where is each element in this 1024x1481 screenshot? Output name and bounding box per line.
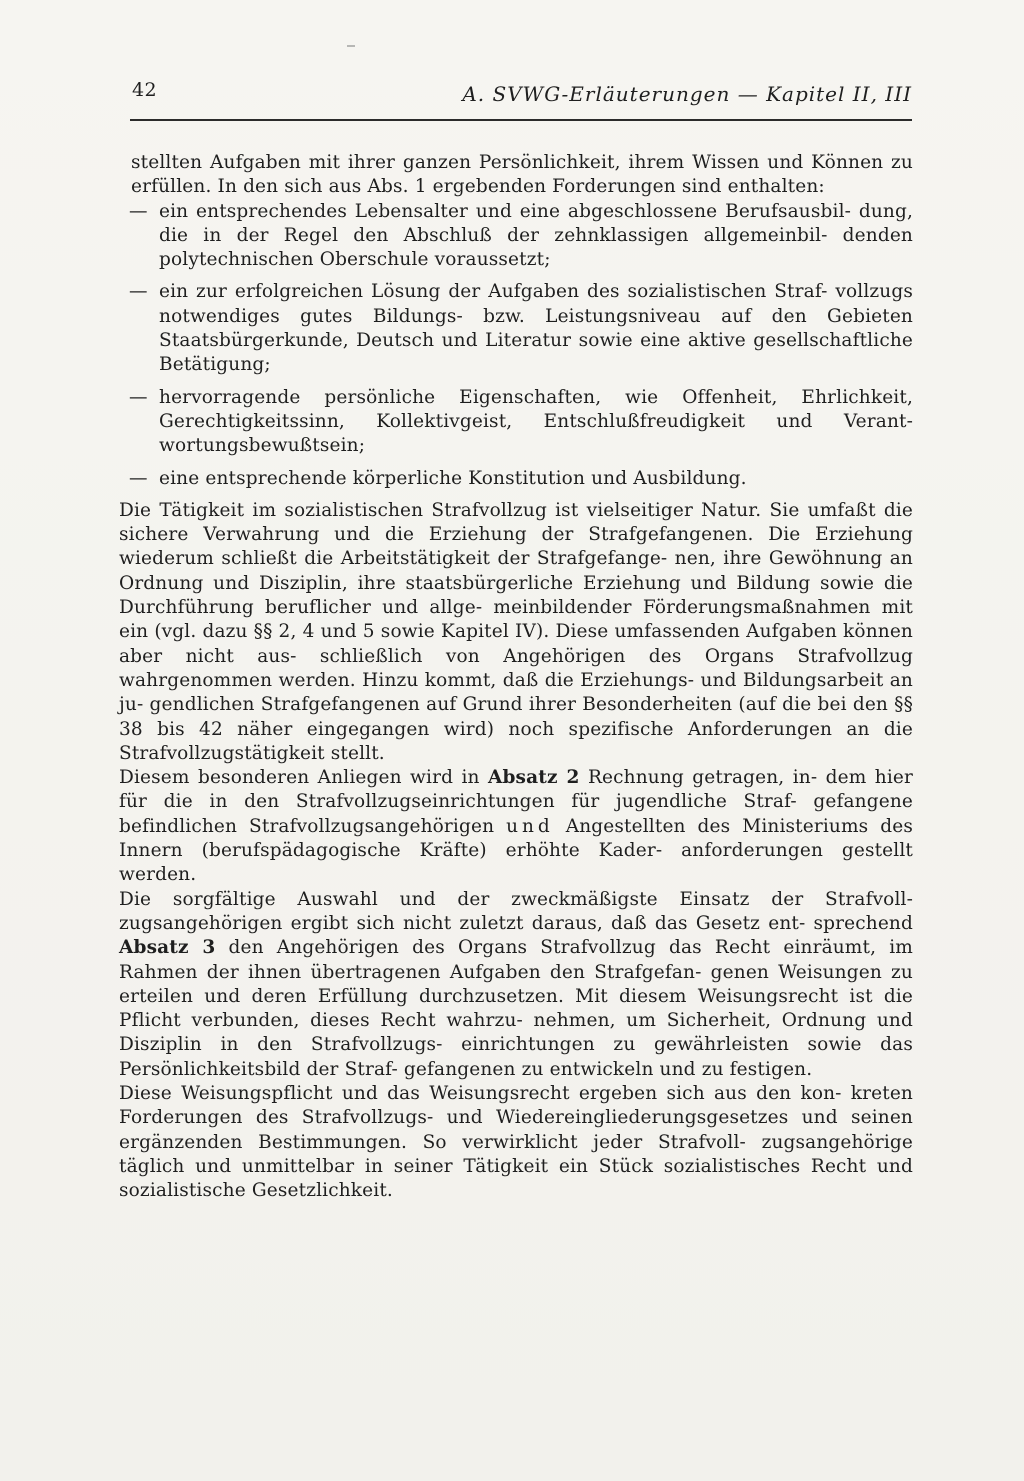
paragraph-2 [119,766,913,887]
scan-mark [347,45,355,47]
requirement-text: eine entsprechende körperliche Konstitution und Ausbildung. [159,467,747,489]
page-number: 42 [132,79,157,101]
paragraph-4: Diese Weisungspflicht und das Weisungsrecht ergeben sich aus den kon- kreten Forderungen des Strafvollzugs- und Wiedereingliederungsgesetzes und seinen ergänzenden Bestimmungen. So verwirklicht jeder Strafvoll- zugsangehörige täglich und unmittelbar in seiner Tätigkeit ein Stück sozialistisches Recht und sozialistische Gesetzlichkeit. [119,1082,913,1202]
paragraph-2-text: Diesem besonderen Anliegen wird in [119,767,488,789]
absatz-2-label: Absatz 2 [487,767,580,789]
paragraph-2-text: Angestellten des Ministeriums des Innern (berufspädagogische Kräfte) erhöhte Kader- anforderungen gestellt werden. [119,815,914,886]
absatz-3-label: Absatz 3 [119,937,216,959]
paragraph-3 [119,888,913,1082]
paragraph-1: Die Tätigkeit im sozialistischen Strafvollzug ist vielseitiger Natur. Sie umfaßt die sichere Verwahrung und die Erziehung der Strafgefangenen. Die Erziehung wiederum schließt die Arbeitstätigkeit der Strafgefange- nen, ihre Gewöhnung an Ordnung und Disziplin, ihre staatsbürgerliche Erziehung und Bildung sowie die Durchführung beruflicher und allge- meinbildender Förderungsmaßnahmen mit ein (vgl. dazu §§ 2, 4 und 5 sowie Kapitel IV). Diese umfassenden Aufgaben können aber nicht aus- schließlich von Angehörigen des Organs Strafvollzug wahrgenommen werden. Hinzu kommt, daß die Erziehungs- und Bildungsarbeit an ju- gendlichen Strafgefangenen auf Grund ihrer Besonderheiten (auf die bei den §§ 38 bis 42 näher eingegangen wird) noch spezifische Anforderungen an die Strafvollzugstätigkeit stellt. [119,499,913,764]
requirement-text: hervorragende persönliche Eigenschaften, wie Offenheit, Ehrlichkeit, Gerechtigkeitssinn, Kollektivgeist, Entschlußfreudigkeit und Verant- wortungsbewußtsein; [159,386,913,457]
requirement-text: ein entsprechendes Lebensalter und eine abgeschlossene Berufsausbil- dung, die in der Regel den Abschluß der zehnklassigen allgemeinbil- denden polytechnischen Oberschule voraussetzt; [159,200,913,271]
dash-bullet: — [129,467,148,489]
dash-bullet: — [129,386,148,408]
requirement-list-item [119,386,913,459]
intro-paragraph: stellten Aufgaben mit ihrer ganzen Persönlichkeit, ihrem Wissen und Können zu erfüllen. In den sich aus Abs. 1 ergebenden Forderungen sind enthalten: [131,152,913,198]
spaced-emphasis: und [506,815,554,837]
main-text [119,151,913,1203]
paragraph-3-text: den Angehörigen des Organs Strafvollzug das Recht einräumt, im Rahmen der ihnen übertragenen Aufgaben den Strafgefan- genen Weisungen zu erteilen und deren Erfüllung durchzusetzen. Mit diesem Weisungsrecht ist die Pflicht verbunden, dieses Recht wahrzu- nehmen, um Sicherheit, Ordnung und Disziplin in den Strafvollzugs- einrichtungen zu gewährleisten sowie das Persönlichkeitsbild der Straf- gefangenen zu entwickeln und zu festigen. [119,937,913,1080]
header-rule [130,119,912,121]
paragraph-3-text: Die sorgfältige Auswahl und der zweckmäßigste Einsatz der Strafvoll- zugsangehörigen ergibt sich nicht zuletzt daraus, daß das Gesetz ent- sprechend [119,888,913,934]
running-head: A. SVWG-Erläuterungen — Kapitel II, III [462,82,912,106]
requirement-list-item [119,200,913,273]
requirement-text: ein zur erfolgreichen Lösung der Aufgaben des sozialistischen Straf- vollzugs notwendiges gutes Bildungs- bzw. Leistungsniveau auf den Gebieten Staatsbürgerkunde, Deutsch und Literatur sowie eine aktive gesellschaftliche Betätigung; [159,281,913,376]
requirement-list-item [119,280,913,377]
dash-bullet: — [129,200,148,222]
requirement-list-item [119,467,913,491]
paragraph-2-text: Rechnung getragen, in- dem hier für die in den Strafvollzugseinrichtungen für jugendliche Straf- gefangene befindlichen Strafvollzugsangehörigen [119,767,913,837]
dash-bullet: — [129,281,148,303]
